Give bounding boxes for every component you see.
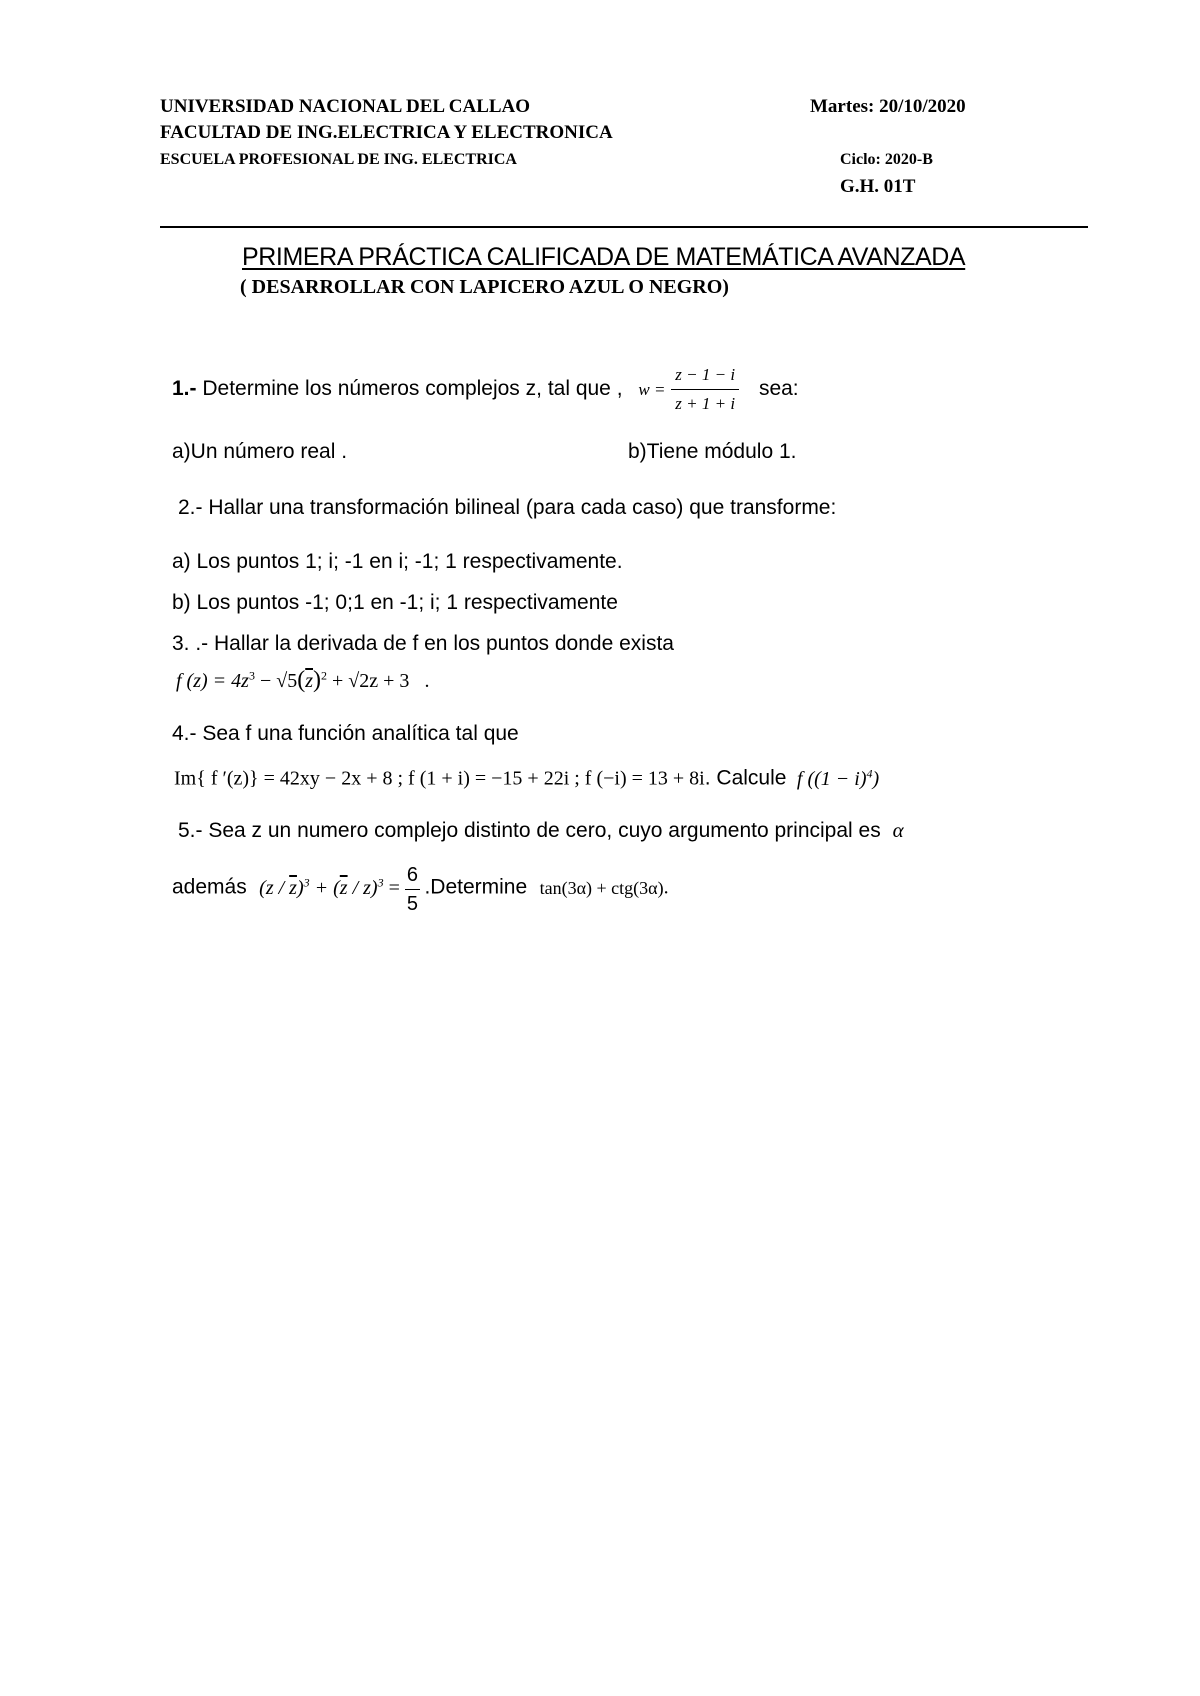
q2-part-b: b) Los puntos -1; 0;1 en -1; i; 1 respectivamente [172, 591, 618, 614]
question-1-text: Determine los números complejos z, tal que , [196, 377, 623, 401]
exam-instruction: ( DESARROLLAR CON LAPICERO AZUL O NEGRO) [240, 276, 729, 298]
q1-denominator: z + 1 + i [675, 394, 736, 413]
group-code: G.H. 01T [840, 176, 916, 197]
q1-numerator: z − 1 − i [671, 364, 739, 390]
question-1 [172, 364, 799, 415]
q4-target: f $((1 - i)^4)$ [796, 766, 880, 790]
school-name: ESCUELA PROFESIONAL DE ING. ELECTRICA [160, 151, 517, 168]
university-name: UNIVERSIDAD NACIONAL DEL CALLAO [160, 96, 531, 117]
w-equals: w = [638, 380, 666, 400]
q1-fraction [671, 364, 739, 415]
q1-part-a: a)Un número real . [172, 440, 348, 463]
q4-formula [174, 766, 879, 791]
question-2: 2.- Hallar una transformación bilineal (para cada caso) que transforme: [178, 496, 837, 519]
exam-title: PRIMERA PRÁCTICA CALIFICADA DE MATEMÁTICA AVANZADA [242, 243, 966, 271]
q4-conditions: Im{ f ′(z)} = 42xy − 2x + 8 ; f (1 + i) = −15 + 22i ; f (−i) = 13 + 8i [174, 767, 705, 790]
exam-date: Martes: 20/10/2020 [810, 96, 966, 117]
q3-formula: f $(z) = 4z^3 - √5(\overline{z})^2 + √2z + 3$ . [176, 667, 430, 693]
q5-fraction: $\frac{6}{5}$ [406, 863, 418, 915]
q5-trig: tan(3α) + ctg(3α) [539, 877, 664, 898]
q4-calcule-label: . Calcule [704, 766, 787, 790]
q5-formula: además $(z / \overline{z})^3 + (\overline{z} / z)^3$ = $\frac{6}{5}$ .Determine tan(3α) + ctg(3α). [172, 863, 669, 915]
question-1-number: 1.- [172, 377, 197, 401]
q5-determine: .Determine [424, 875, 528, 899]
q5-expression: $(z / \overline{z})^3 + (\overline{z} / z)^3$ = [259, 875, 405, 899]
question-5: 5.- Sea z un numero complejo distinto de cero, cuyo argumento principal es α [178, 818, 904, 842]
alpha-symbol: α [892, 818, 904, 842]
q5-ademas: además [172, 875, 247, 899]
q1-after: sea: [758, 377, 799, 401]
question-4: 4.- Sea f una función analítica tal que [172, 722, 519, 745]
faculty-name: FACULTAD DE ING.ELECTRICA Y ELECTRONICA [160, 122, 613, 143]
header-divider [160, 226, 1088, 228]
question-3: 3. .- Hallar la derivada de f en los puntos donde exista [172, 632, 674, 655]
q2-part-a: a) Los puntos 1; i; -1 en i; -1; 1 respectivamente. [172, 550, 623, 573]
exam-cycle: Ciclo: 2020-B [840, 151, 933, 168]
q1-part-b: b)Tiene módulo 1. [628, 440, 797, 463]
